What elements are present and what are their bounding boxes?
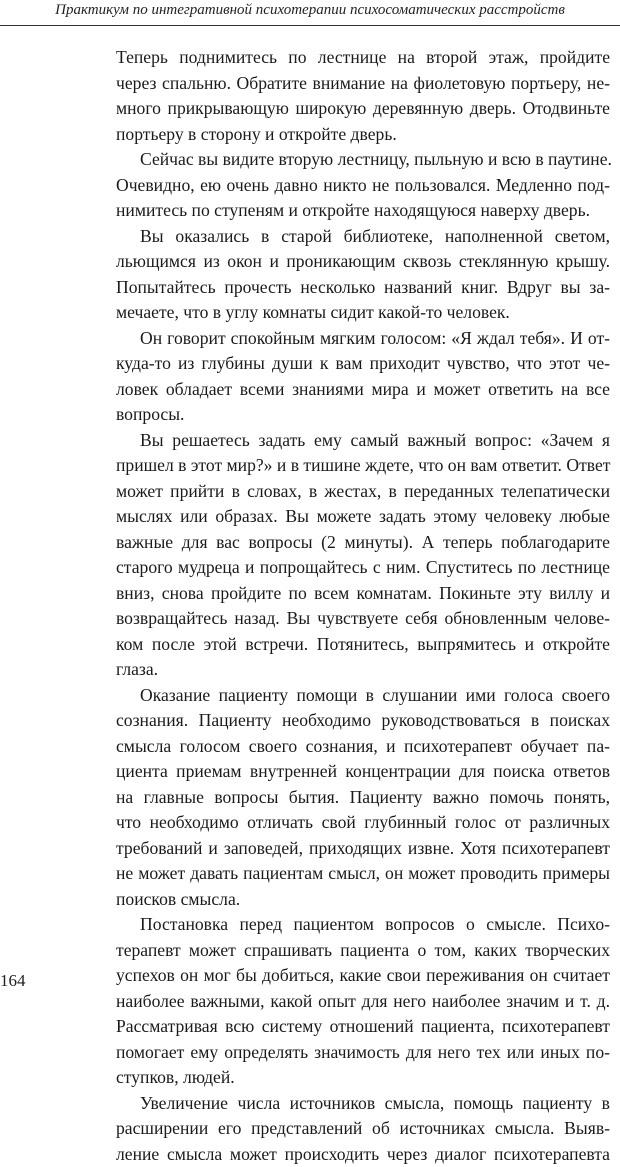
text-line: Рассматривая всю систему отношений пациента, психотерапевт [116, 1014, 610, 1040]
text-line: Очевидно, ею очень давно никто не пользовался. Медленно под- [116, 173, 610, 199]
header-divider [0, 25, 620, 26]
text-line: Постановка перед пациентом вопросов о смысле. Психо- [116, 912, 610, 938]
text-line: ление смысла может происходить через диалог психотерапевта [116, 1142, 610, 1167]
text-line: успехов он мог бы добиться, какие свои переживания он считает [116, 963, 610, 989]
text-line: Вы оказались в старой библиотеке, наполненной светом, [116, 224, 610, 250]
page-number: 164 [0, 970, 26, 992]
text-line: сознания. Пациенту необходимо руководствоваться в поисках [116, 708, 610, 734]
text-line: не может давать пациентам смысл, он может проводить примеры [116, 861, 610, 887]
text-line: много прикрывающую широкую деревянную дверь. Отодвиньте [116, 96, 610, 122]
text-line: Попытайтесь прочесть несколько названий книг. Вдруг вы за- [116, 275, 610, 301]
text-line: Теперь поднимитесь по лестнице на второй этаж, пройдите [116, 45, 610, 71]
text-line: портьеру в сторону и откройте дверь. [116, 122, 610, 148]
text-line: наиболее важными, какой опыт для него наиболее значим и т. д. [116, 989, 610, 1015]
text-line: что необходимо отличать свой глубинный голос от различных [116, 810, 610, 836]
text-line: вниз, снова пройдите по всем комнатам. Покиньте эту виллу и [116, 581, 610, 607]
text-line: терапевт может спрашивать пациента о том, каких творческих [116, 938, 610, 964]
text-line: ком после этой встречи. Потянитесь, выпрямитесь и откройте [116, 632, 610, 658]
text-line: расширении его представлений об источниках смысла. Выяв- [116, 1116, 610, 1142]
text-line: Увеличение числа источников смысла, помощь пациенту в [116, 1091, 610, 1117]
text-line: Он говорит спокойным мягким голосом: «Я ждал тебя». И от- [116, 326, 610, 352]
text-line: важные для вас вопросы (2 минуты). А теперь поблагодарите [116, 530, 610, 556]
text-line: требований и заповедей, приходящих извне. Хотя психотерапевт [116, 836, 610, 862]
text-line: Вы решаетесь задать ему самый важный вопрос: «Зачем я [116, 428, 610, 454]
text-line: поисков смысла. [116, 887, 610, 913]
text-line: циента приемам внутренней концентрации для поиска ответов [116, 759, 610, 785]
text-line: Сейчас вы видите вторую лестницу, пыльную и всю в паутине. [116, 147, 610, 173]
text-line: вопросы. [116, 402, 610, 428]
text-line: помогает ему определять значимость для него тех или иных по- [116, 1040, 610, 1066]
body-text [116, 45, 610, 1167]
text-line: глаза. [116, 657, 610, 683]
text-line: мыслях или образах. Вы можете задать этому человеку любые [116, 504, 610, 530]
text-line: старого мудреца и попрощайтесь с ним. Спуститесь по лестнице [116, 555, 610, 581]
text-line: может прийти в словах, в жестах, в переданных телепатически [116, 479, 610, 505]
text-line: куда-то из глубины души к вам приходит чувство, что этот че- [116, 351, 610, 377]
running-header: Практикум по интегративной психотерапии психосоматических расстройств [0, 0, 620, 24]
text-line: через спальню. Обратите внимание на фиолетовую портьеру, не- [116, 71, 610, 97]
text-line: нимитесь по ступеням и откройте находящуюся наверху дверь. [116, 198, 610, 224]
text-line: мечаете, что в углу комнаты сидит какой-то человек. [116, 300, 610, 326]
text-line: ловек обладает всеми знаниями мира и может ответить на все [116, 377, 610, 403]
text-line: льющимся из окон и проникающим сквозь стеклянную крышу. [116, 249, 610, 275]
text-line: возвращайтесь назад. Вы чувствуете себя обновленным челове- [116, 606, 610, 632]
text-line: ступков, людей. [116, 1065, 610, 1091]
text-line: пришел в этот мир?» и в тишине ждете, что он вам ответит. Ответ [116, 453, 610, 479]
text-line: смысла голосом своего сознания, и психотерапевт обучает па- [116, 734, 610, 760]
text-line: Оказание пациенту помощи в слушании ими голоса своего [116, 683, 610, 709]
text-line: на главные вопросы бытия. Пациенту важно помочь понять, [116, 785, 610, 811]
